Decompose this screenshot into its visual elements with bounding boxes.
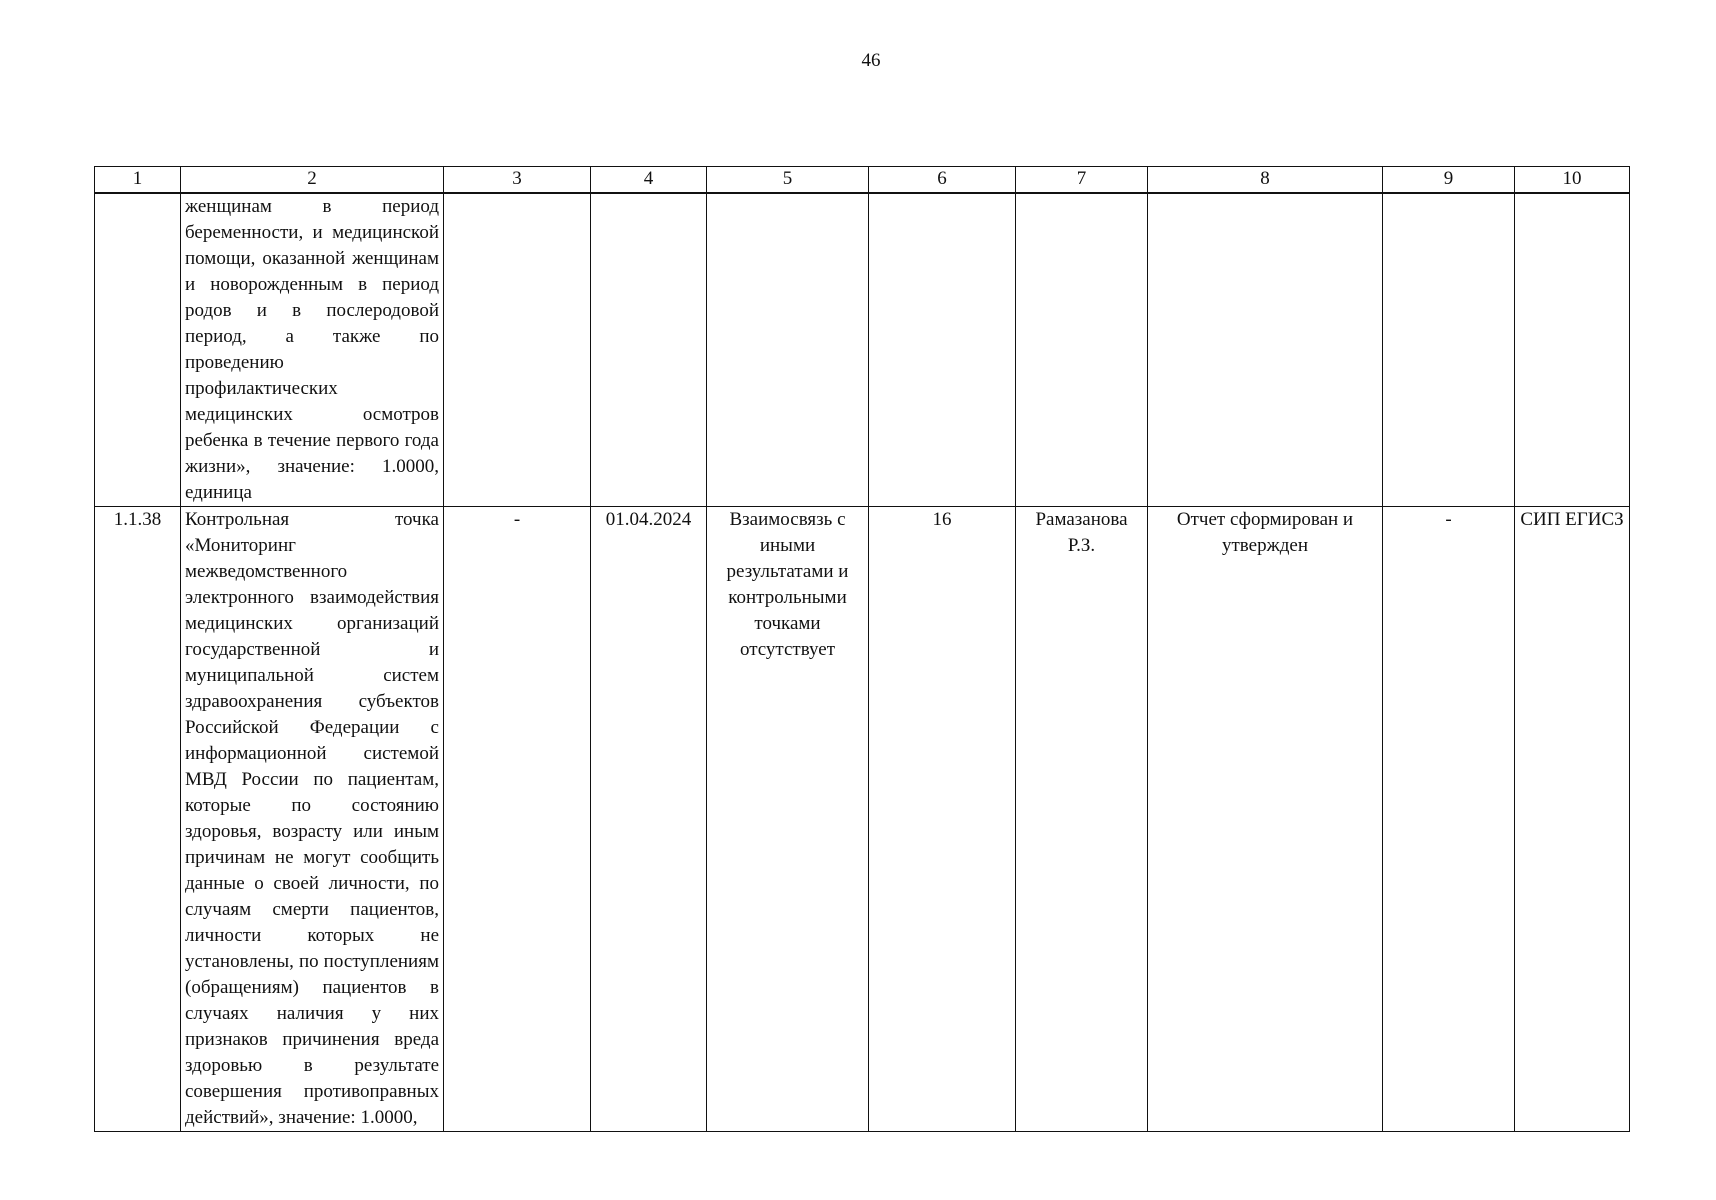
table-header-row bbox=[95, 167, 1630, 194]
cell-description: Контрольная точка «Мониторинг межведомственного электронного взаимодействия медицинских организаций государственной и муниципальной систем здравоохранения субъектов Российской Федерации с информационной системой МВД России по пациентам, которые по состоянию здоровья, возрасту или иным причинам не могут сообщить данные о своей личности, по случаям смерти пациентов, личности которых не установлены, по поступлениям (обращениям) пациентов в случаях наличия у них признаков причинения вреда здоровью в результате совершения противоправных действий», значение: 1.0000, bbox=[181, 507, 444, 1132]
cell-relation: Взаимосвязь с иными результатами и контрольными точками отсутствует bbox=[707, 507, 869, 1132]
cell-col3 bbox=[444, 193, 591, 507]
cell-col4 bbox=[591, 193, 707, 507]
cell-col3: - bbox=[444, 507, 591, 1132]
column-header-2: 2 bbox=[181, 167, 444, 194]
column-header-10: 10 bbox=[1515, 167, 1630, 194]
cell-col6 bbox=[869, 193, 1016, 507]
cell-responsible: Рамазанова Р.З. bbox=[1016, 507, 1148, 1132]
cell-col9: - bbox=[1383, 507, 1515, 1132]
plan-table bbox=[94, 166, 1630, 1132]
column-header-7: 7 bbox=[1016, 167, 1148, 194]
table-row bbox=[95, 193, 1630, 507]
cell-description: женщинам в период беременности, и медицинской помощи, оказанной женщинам и новорожденным в период родов и в послеродовой период, а также по проведению профилактических медицинских осмотров ребенка в течение первого года жизни», значение: 1.0000, единица bbox=[181, 193, 444, 507]
cell-col6: 16 bbox=[869, 507, 1016, 1132]
cell-date: 01.04.2024 bbox=[591, 507, 707, 1132]
cell-result: Отчет сформирован и утвержден bbox=[1148, 507, 1383, 1132]
cell-col5 bbox=[707, 193, 869, 507]
column-header-1: 1 bbox=[95, 167, 181, 194]
cell-col8 bbox=[1148, 193, 1383, 507]
column-header-8: 8 bbox=[1148, 167, 1383, 194]
cell-col10 bbox=[1515, 193, 1630, 507]
cell-col9 bbox=[1383, 193, 1515, 507]
cell-number: 1.1.38 bbox=[95, 507, 181, 1132]
column-header-3: 3 bbox=[444, 167, 591, 194]
column-header-9: 9 bbox=[1383, 167, 1515, 194]
cell-col7 bbox=[1016, 193, 1148, 507]
table-row bbox=[95, 507, 1630, 1132]
cell-system: СИП ЕГИСЗ bbox=[1515, 507, 1630, 1132]
cell-number bbox=[95, 193, 181, 507]
column-header-6: 6 bbox=[869, 167, 1016, 194]
column-header-5: 5 bbox=[707, 167, 869, 194]
column-header-4: 4 bbox=[591, 167, 707, 194]
page-number: 46 bbox=[861, 50, 881, 71]
